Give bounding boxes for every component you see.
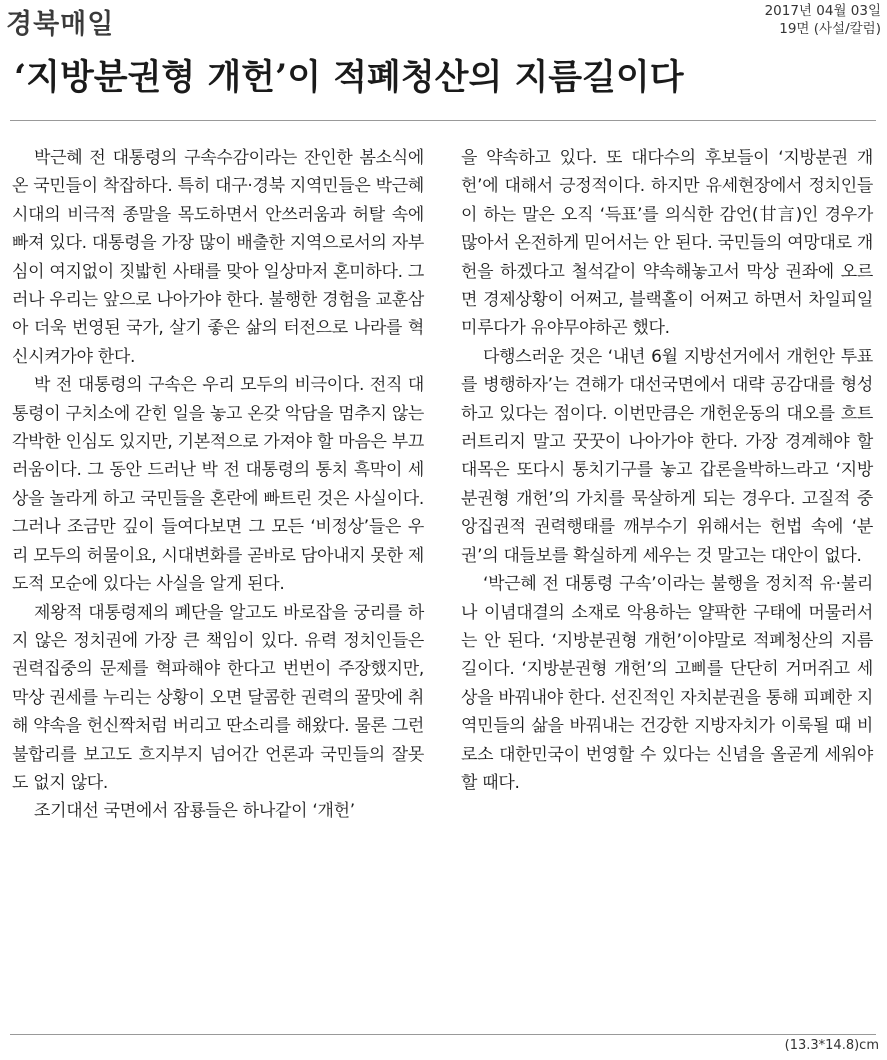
article-column-right: [461, 144, 873, 797]
headline-divider: [10, 120, 876, 121]
paragraph: 을 약속하고 있다. 또 대다수의 후보들이 ‘지방분권 개헌’에 대해서 긍정적이다. 하지만 유세현장에서 정치인들이 하는 말은 오직 ‘득표’를 의식한 감언(甘言)인 경우가 많아서 온전하게 믿어서는 안 된다. 국민들의 여망대로 개헌을 하겠다고 철석같이 약속해놓고서 막상 권좌에 오르면 경제상황이 어쩌고, 블랙홀이 어쩌고 하면서 차일피일 미루다가 유야무야하곤 했다.: [461, 148, 873, 339]
page-section: 19면 (사설/칼럼): [779, 21, 881, 37]
paragraph: 다행스러운 것은 ‘내년 6월 지방선거에서 개헌안 투표를 병행하자’는 견해가 대선국면에서 대략 공감대를 형성하고 있다는 점이다. 이번만큼은 개헌운동의 대오를 흐트러트리지 말고 꿋꿋이 나아가야 한다. 가장 경계해야 할 대목은 또다시 통치기구를 놓고 갑론을박하느라고 ‘지방분권형 개헌’의 가치를 묵살하게 되는 경우다. 고질적 중앙집권적 권력행태를 깨부수기 위해서는 헌법 속에 ‘분권’의 대들보를 확실하게 세우는 것 말고는 대안이 없다.: [461, 346, 873, 566]
paragraph: 박근혜 전 대통령의 구속수감이라는 잔인한 봄소식에 온 국민들이 착잡하다. 특히 대구·경북 지역민들은 박근혜 시대의 비극적 종말을 목도하면서 안쓰러움과 허탈 속에 빠져 있다. 대통령을 가장 많이 배출한 지역으로서의 자부심이 여지없이 짓밟힌 사태를 맞아 일상마저 혼미하다. 그러나 우리는 앞으로 나아가야 한다. 불행한 경험을 교훈삼아 더욱 번영된 국가, 살기 좋은 삶의 터전으로 나라를 혁신시켜가야 한다.: [12, 148, 424, 367]
publication-date: 2017년 04월 03일: [764, 3, 881, 19]
paragraph: 조기대선 국면에서 잠룡들은 하나같이 ‘개헌’: [34, 801, 355, 822]
article-headline: ‘지방분권형 개헌’이 적폐청산의 지름길이다: [14, 57, 684, 98]
article-column-left: [12, 144, 424, 826]
footer-divider: [10, 1034, 876, 1035]
newspaper-masthead: 경북매일: [6, 9, 115, 40]
publication-meta: [765, 2, 881, 38]
paragraph: ‘박근혜 전 대통령 구속’이라는 불행을 정치적 유·불리나 이념대결의 소재로 악용하는 얄팍한 구태에 머물러서는 안 된다. ‘지방분권형 개헌’이야말로 적폐청산의 지름길이다. ‘지방분권형 개헌’의 고삐를 단단히 거머쥐고 세상을 바꿔내야 한다. 선진적인 자치분권을 통해 피폐한 지역민들의 삶을 바꿔내는 건강한 지방자치가 이룩될 때 비로소 대한민국이 번영할 수 있다는 신념을 올곧게 세워야 할 때다.: [461, 574, 873, 793]
article-size-note: (13.3*14.8)cm: [784, 1038, 879, 1053]
paragraph: 제왕적 대통령제의 폐단을 알고도 바로잡을 궁리를 하지 않은 정치권에 가장 큰 책임이 있다. 유력 정치인들은 권력집중의 문제를 혁파해야 한다고 번번이 주장했지만, 막상 권세를 누리는 상황이 오면 달콤한 권력의 꿀맛에 취해 약속을 헌신짝처럼 버리고 딴소리를 해왔다. 물론 그런 불합리를 보고도 흐지부지 넘어간 언론과 국민들의 잘못도 없지 않다.: [12, 602, 424, 793]
paragraph: 박 전 대통령의 구속은 우리 모두의 비극이다. 전직 대통령이 구치소에 갇힌 일을 놓고 온갖 악담을 멈추지 않는 각박한 인심도 있지만, 기본적으로 가져야 할 마음은 부끄러움이다. 그 동안 드러난 박 전 대통령의 통치 흑막이 세상을 놀라게 하고 국민들을 혼란에 빠트린 것은 사실이다. 그러나 조금만 깊이 들여다보면 그 모든 ‘비정상’들은 우리 모두의 허물이요, 시대변화를 곧바로 담아내지 못한 제도적 모순에 있다는 사실을 알게 된다.: [12, 375, 424, 595]
